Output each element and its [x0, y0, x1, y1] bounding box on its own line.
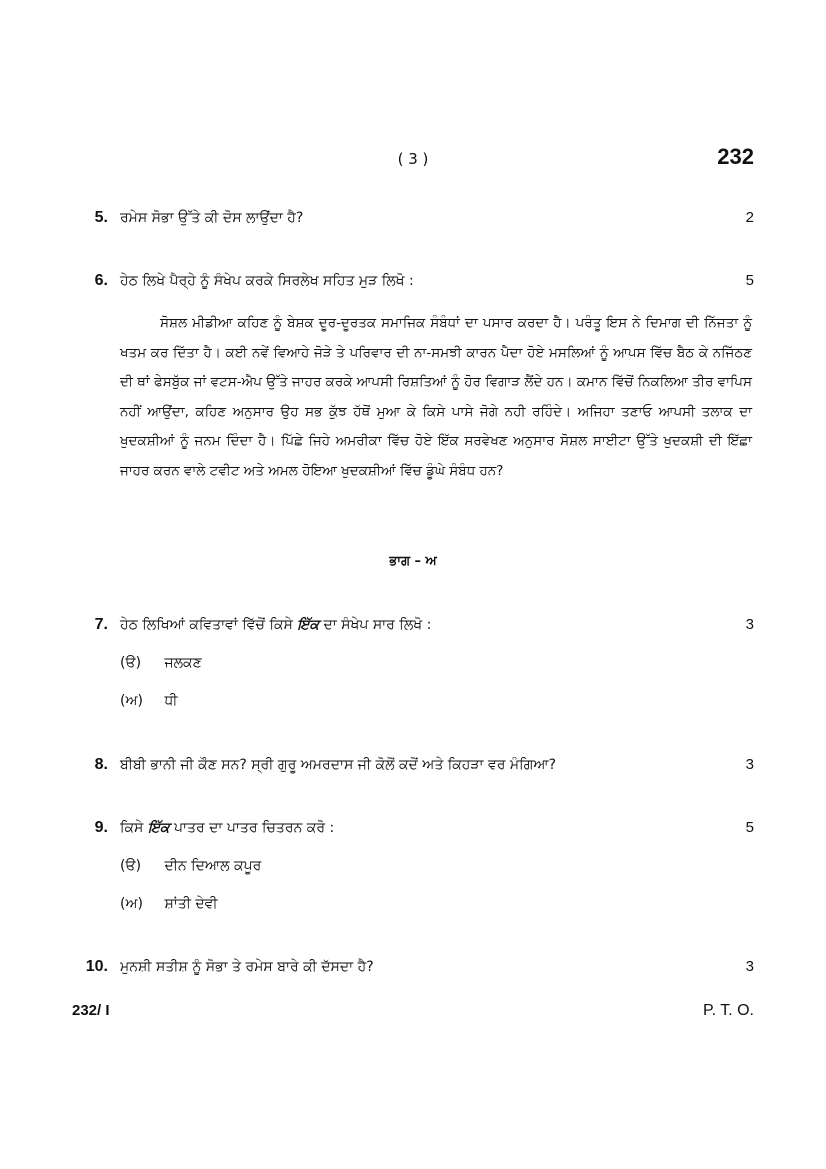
option-label: (ੳ): [120, 858, 142, 874]
question-5: [0, 209, 826, 233]
question-marks: 5: [745, 272, 754, 289]
question-marks: 5: [745, 819, 754, 836]
question-number: 9.: [94, 819, 108, 836]
question-number: 10.: [85, 958, 108, 975]
page-number: ( 3 ): [397, 150, 429, 168]
question-number: 7.: [94, 616, 108, 633]
question-10: [0, 958, 826, 982]
question-text: ਕਿਸੇ ਇੱਕ ਪਾਤਰ ਦਾ ਪਾਤਰ ਚਿਤਰਨ ਕਰੋ :: [120, 820, 335, 836]
question-number: 5.: [94, 209, 108, 226]
question-9: [0, 819, 826, 843]
paper-code: 232: [717, 144, 754, 169]
option-text: ਸ਼ਾਂਤੀ ਦੇਵੀ: [164, 896, 218, 912]
question-marks: 3: [745, 616, 754, 633]
question-marks: 3: [745, 756, 754, 773]
option-b: [120, 896, 218, 918]
question-number: 8.: [94, 756, 108, 773]
question-6: [0, 272, 826, 296]
question-number: 6.: [94, 272, 108, 289]
section-heading: ਭਾਗ – ਅ: [389, 554, 437, 569]
option-text: ਧੀ: [164, 693, 178, 709]
question-marks: 3: [745, 958, 754, 975]
emphasis-text: ਇੱਕ: [147, 820, 170, 836]
question-8: [0, 756, 826, 780]
option-a: [120, 655, 202, 677]
option-b: [120, 693, 178, 715]
option-label: (ੳ): [120, 655, 142, 671]
footer-paper-code: 232/ I: [72, 1002, 110, 1019]
emphasis-text: ਇੱਕ: [297, 617, 319, 633]
option-a: [120, 858, 261, 880]
question-text: ਰਮੇਸ ਸੋਭਾ ਉੱਤੇ ਕੀ ਦੋਸ ਲਾਉਂਦਾ ਹੈ?: [120, 210, 304, 226]
passage-paragraph: ਸੋਸ਼ਲ ਮੀਡੀਆ ਕਹਿਣ ਨੂੰ ਬੇਸ਼ਕ ਦੂਰ-ਦੂਰਤਕ ਸਮਾਜਿਕ ਸੰਬੰਧਾਂ ਦਾ ਪਸਾਰ ਕਰਦਾ ਹੈ। ਪਰੰਤੂ ਇਸ ਨੇ ਦਿਮਾਗ ਦੀ ਨਿੱਜਤਾ ਨੂੰ ਖਤਮ ਕਰ ਦਿੱਤਾ ਹੈ। ਕਈ ਨਵੇਂ ਵਿਆਹੇ ਜੋੜੇ ਤੇ ਪਰਿਵਾਰ ਦੀ ਨਾ-ਸਮਝੀ ਕਾਰਨ ਪੈਦਾ ਹੋਏ ਮਸਲਿਆਂ ਨੂੰ ਆਪਸ ਵਿੱਚ ਬੈਠ ਕੇ ਨਜਿੱਠਣ ਦੀ ਥਾਂ ਫੇਸਬੁੱਕ ਜਾਂ ਵਟਸ-ਐਪ ਉੱਤੇ ਜਾਹਰ ਕਰਕੇ ਆਪਸੀ ਰਿਸ਼ਤਿਆਂ ਨੂੰ ਹੋਰ ਵਿਗਾੜ ਲੈਂਦੇ ਹਨ। ਕਮਾਨ ਵਿੱਚੋਂ ਨਿਕਲਿਆ ਤੀਰ ਵਾਪਿਸ ਨਹੀਂ ਆਉਂਦਾ, ਕਹਿਣ ਅਨੁਸਾਰ ਉਹ ਸਭ ਕੁੱਝ ਹੱਥੋਂ ਮੁਆ ਕੇ ਕਿਸੇ ਪਾਸੇ ਜੋਗੇ ਨਹੀ ਰਹਿੰਦੇ। ਅਜਿਹਾ ਤਣਾਓ ਆਪਸੀ ਤਲਾਕ ਦਾ ਖੁਦਕਸ਼ੀਆਂ ਨੂੰ ਜਨਮ ਦਿੰਦਾ ਹੈ। ਪਿੱਛੇ ਜਿਹੇ ਅਮਰੀਕਾ ਵਿੱਚ ਹੋਏ ਇੱਕ ਸਰਵੇਖਣ ਅਨੁਸਾਰ ਸੋਸ਼ਲ ਸਾਈਟਾ ਉੱਤੇ ਖੁਦਕਸ਼ੀ ਦੀ ਇੱਛਾ ਜਾਹਰ ਕਰਨ ਵਾਲੇ ਟਵੀਟ ਅਤੇ ਅਮਲ ਹੋਇਆ ਖੁਦਕਸ਼ੀਆਂ ਵਿੱਚ ਡੂੰਘੇ ਸੰਬੰਧ ਹਨ?: [120, 315, 752, 479]
option-label: (ਅ): [120, 693, 143, 709]
question-7: [0, 616, 826, 640]
option-label: (ਅ): [120, 896, 143, 912]
option-text: ਦੀਨ ਦਿਆਲ ਕਪੂਰ: [164, 858, 262, 874]
question-text: ਹੇਠ ਲਿਖੇ ਪੈਰ੍ਹੇ ਨੂੰ ਸੰਖੇਪ ਕਰਕੇ ਸਿਰਲੇਖ ਸਹਿਤ ਮੁੜ ਲਿਖੋ :: [120, 273, 414, 289]
question-text: ਬੀਬੀ ਭਾਨੀ ਜੀ ਕੌਣ ਸਨ? ਸ੍ਰੀ ਗੁਰੂ ਅਮਰਦਾਸ ਜੀ ਕੋਲੋਂ ਕਦੋਂ ਅਤੇ ਕਿਹੜਾ ਵਰ ਮੰਗਿਆ?: [120, 757, 556, 773]
question-text: ਮੁਨਸ਼ੀ ਸਤੀਸ਼ ਨੂੰ ਸੋਭਾ ਤੇ ਰਮੇਸ ਬਾਰੇ ਕੀ ਦੱਸਦਾ ਹੈ?: [120, 959, 374, 975]
option-text: ਜਲਕਣ: [164, 655, 202, 671]
footer-pto: P. T. O.: [703, 1002, 754, 1019]
question-marks: 2: [745, 209, 754, 226]
question-text: ਹੇਠ ਲਿਖਿਆਂ ਕਵਿਤਾਵਾਂ ਵਿੱਚੋਂ ਕਿਸੇ ਇੱਕ ਦਾ ਸੰਖੇਪ ਸਾਰ ਲਿਖੋ :: [120, 617, 432, 633]
